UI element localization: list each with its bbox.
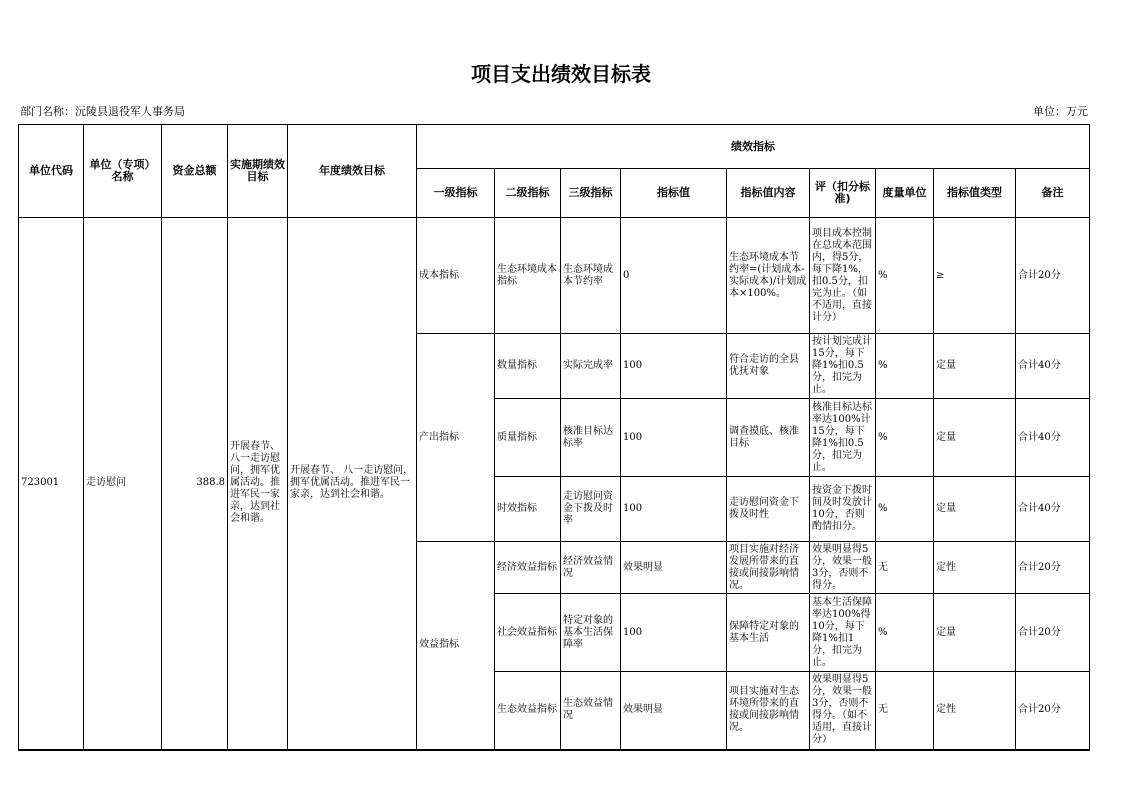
- currency-unit: 单位：万元: [1033, 105, 1088, 118]
- cell-l2: 数量指标: [495, 334, 561, 399]
- cell-scoring: 核准目标达标率达100%计15分，每下降1%扣0.5分，扣完为止。: [810, 399, 876, 477]
- project-annual-goal: 开展春节、 八一走访慰问，拥军优属活动。推进军民一家亲，达到社会和谐。: [288, 218, 417, 750]
- cell-remark: 合计40分: [1016, 399, 1090, 477]
- cell-unit: %: [876, 594, 934, 672]
- group-output: 产出指标: [417, 334, 495, 542]
- header-level2: 二级指标: [495, 169, 561, 218]
- cell-type: 定量: [934, 399, 1016, 477]
- cell-scoring: 按计划完成计15分，每下降1%扣0.5分，扣完为止。: [810, 334, 876, 399]
- cell-unit: %: [876, 399, 934, 477]
- header-unit-code: 单位代码: [19, 125, 84, 218]
- cell-value: 100: [621, 399, 727, 477]
- cell-remark: 合计20分: [1016, 218, 1090, 334]
- cell-l3: 经济效益情况: [561, 542, 621, 594]
- cell-scoring: 效果明显得5分，效果一般3分，否则不得分。: [810, 542, 876, 594]
- cell-l2: 生态效益指标: [495, 672, 561, 750]
- cell-l3: 特定对象的基本生活保障率: [561, 594, 621, 672]
- cell-l3: 生态环境成本节约率: [561, 218, 621, 334]
- cell-l2: 社会效益指标: [495, 594, 561, 672]
- cell-l3: 核准目标达标率: [561, 399, 621, 477]
- cell-remark: 合计40分: [1016, 477, 1090, 542]
- cell-type: 定性: [934, 672, 1016, 750]
- cell-l3: 生态效益情况: [561, 672, 621, 750]
- cell-scoring: 基本生活保障率达100%得10分，每下降1%扣1分，扣完为止。: [810, 594, 876, 672]
- cell-unit: %: [876, 218, 934, 334]
- header-content: 指标值内容: [727, 169, 810, 218]
- cell-scoring: 效果明显得5分，效果一般3分，否则不得分。（如不适用，直接计分）: [810, 672, 876, 750]
- cell-value: 100: [621, 594, 727, 672]
- cell-value: 100: [621, 477, 727, 542]
- header-value-type: 指标值类型: [934, 169, 1016, 218]
- header-total-funds: 资金总额: [162, 125, 228, 218]
- cell-value: 100: [621, 334, 727, 399]
- cell-unit: 无: [876, 542, 934, 594]
- cell-unit: %: [876, 334, 934, 399]
- cell-type: 定性: [934, 542, 1016, 594]
- cell-content: 保障特定对象的基本生活: [727, 594, 810, 672]
- cell-remark: 合计20分: [1016, 594, 1090, 672]
- cell-content: 调查摸底、核准目标: [727, 399, 810, 477]
- page-title: 项目支出绩效目标表: [471, 62, 651, 86]
- cell-scoring: 按资金下拨时间及时发放计10分，否则酌情扣分。: [810, 477, 876, 542]
- project-name: 走访慰问: [84, 218, 162, 750]
- table-row: [19, 218, 1090, 334]
- header-scoring: 评（扣分标准): [810, 169, 876, 218]
- cell-remark: 合计20分: [1016, 672, 1090, 750]
- cell-value: 0: [621, 218, 727, 334]
- cell-type: 定量: [934, 334, 1016, 399]
- project-amount: 388.8: [162, 218, 228, 750]
- header-level3: 三级指标: [561, 169, 621, 218]
- header-level1: 一级指标: [417, 169, 495, 218]
- header-perf-indicators: 绩效指标: [417, 125, 1090, 169]
- cell-l3: 实际完成率: [561, 334, 621, 399]
- project-code: 723001: [19, 218, 84, 750]
- cell-content: 项目实施对经济发展所带来的直接或间接影响情况。: [727, 542, 810, 594]
- header-unit-name: 单位（专项）名称: [84, 125, 162, 218]
- cell-value: 效果明显: [621, 542, 727, 594]
- cell-remark: 合计20分: [1016, 542, 1090, 594]
- header-annual-goal: 年度绩效目标: [288, 125, 417, 218]
- group-cost: 成本指标: [417, 218, 495, 334]
- header-remark: 备注: [1016, 169, 1090, 218]
- cell-content: 生态环境成本节约率=(计划成本-实际成本)/计划成本×100%。: [727, 218, 810, 334]
- cell-type: ≥: [934, 218, 1016, 334]
- department-name: 部门名称：沅陵县退役军人事务局: [20, 105, 185, 118]
- cell-unit: 无: [876, 672, 934, 750]
- cell-l2: 经济效益指标: [495, 542, 561, 594]
- cell-type: 定量: [934, 594, 1016, 672]
- cell-l2: 时效指标: [495, 477, 561, 542]
- header-value: 指标值: [621, 169, 727, 218]
- header-measure-unit: 度量单位: [876, 169, 934, 218]
- header-period-goal: 实施期绩效目标: [228, 125, 288, 218]
- cell-l2: 生态环境成本指标: [495, 218, 561, 334]
- cell-content: 走访慰问资金下拨及时性: [727, 477, 810, 542]
- project-period-goal: 开展春节、八一走访慰问，拥军优属活动。推进军民一家亲，达到社会和谐。: [228, 218, 288, 750]
- group-benefit: 效益指标: [417, 542, 495, 750]
- cell-remark: 合计40分: [1016, 334, 1090, 399]
- performance-table: [18, 124, 1090, 751]
- cell-scoring: 项目成本控制在总成本范围内，得5分，每下降1%，扣0.5分，扣完为止。（如不适用，直接计分）: [810, 218, 876, 334]
- cell-content: 项目实施对生态环境所带来的直接或间接影响情况。: [727, 672, 810, 750]
- cell-type: 定量: [934, 477, 1016, 542]
- cell-l3: 走访慰问资金下拨及时率: [561, 477, 621, 542]
- cell-content: 符合走访的全县优抚对象: [727, 334, 810, 399]
- cell-unit: %: [876, 477, 934, 542]
- cell-l2: 质量指标: [495, 399, 561, 477]
- cell-value: 效果明显: [621, 672, 727, 750]
